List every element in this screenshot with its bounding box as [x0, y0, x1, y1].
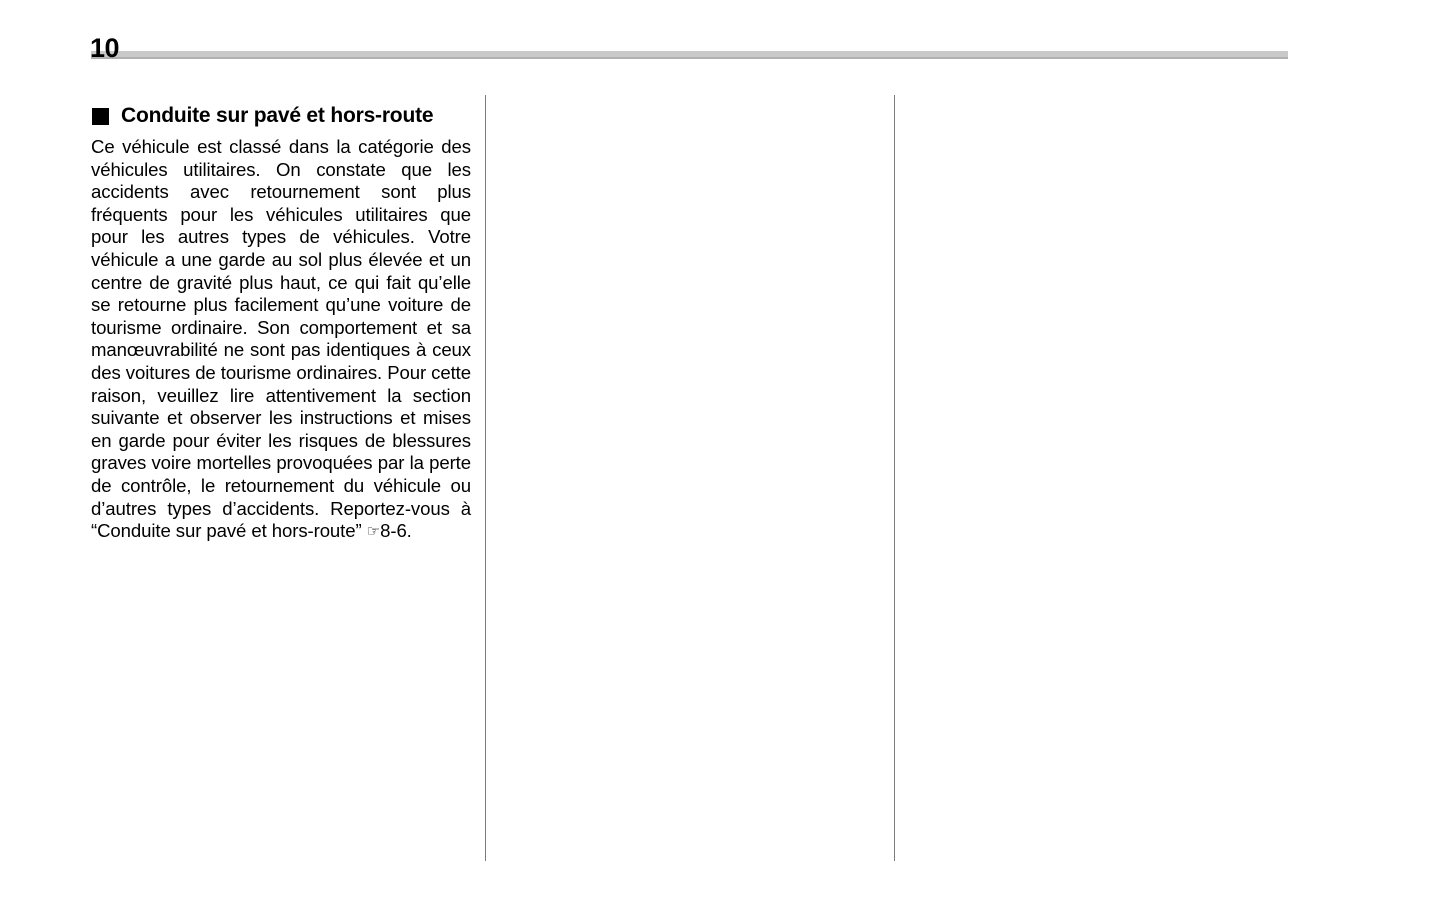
black-square-bullet-icon [92, 108, 109, 125]
cross-reference-hand-icon: ☞ [366, 523, 381, 541]
page-header [0, 0, 1445, 80]
paragraph-text-before-reference: Ce véhicule est classé dans la catégorie des véhicules utilitaires. On constate que les accidents avec retournement sont plus fréquents pour les véhicules utilitaires que pour les autres types de véhicules. Votre véhicule a une garde au sol plus élevée et un centre de gravité plus haut, ce qui fait qu’elle se retourne plus facilement qu’une voiture de tourisme ordinaire. Son comportement et sa manœuvrabilité ne sont pas identiques à ceux des voitures de tourisme ordinaires. Pour cette raison, veuillez lire attentivement la section suivante et observer les instructions et mises en garde pour éviter les risques de blessures graves voire mortelles provoquées par la perte de contrôle, le retournement du véhicule ou d’autres types d’accidents. Reportez-vous à “Conduite sur pavé et hors-route” [91, 136, 471, 542]
page-number: 10 [90, 33, 120, 63]
header-rule [91, 51, 1288, 59]
cross-reference-page: 8-6. [380, 520, 412, 542]
text-column-1 [91, 95, 471, 861]
column-divider-1 [485, 95, 486, 861]
section-heading-label: Conduite sur pavé et hors-route [121, 104, 434, 127]
body-paragraph [91, 136, 471, 544]
column-layout [0, 95, 1445, 861]
section-heading [91, 103, 477, 129]
column-divider-2 [894, 95, 895, 861]
text-column-2 [500, 95, 880, 861]
text-column-3 [909, 95, 1289, 861]
